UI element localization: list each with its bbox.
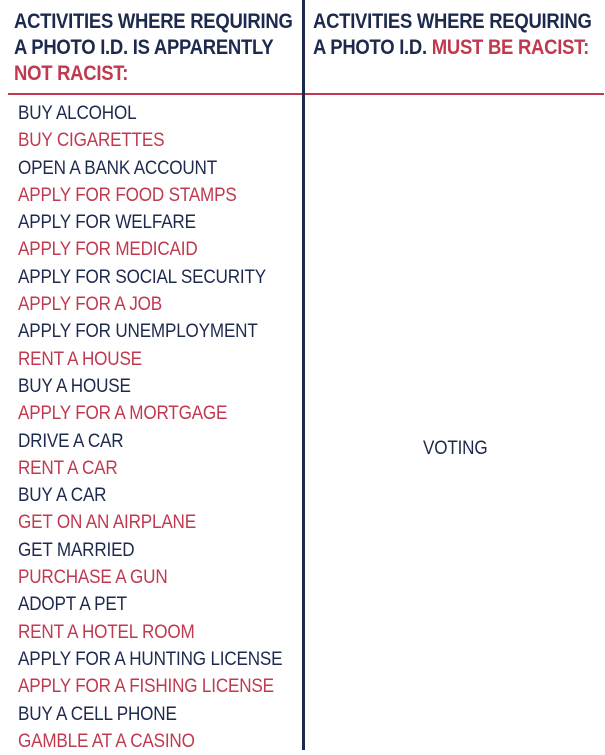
list-item: BUY CIGARETTES	[18, 130, 165, 152]
list-item: APPLY FOR WELFARE	[18, 212, 196, 234]
left-activity-list	[18, 100, 312, 755]
list-item: BUY A CELL PHONE	[18, 703, 177, 725]
list-item: OPEN A BANK ACCOUNT	[18, 157, 217, 179]
list-item: DRIVE A CAR	[18, 430, 124, 452]
list-item: APPLY FOR MEDICAID	[18, 239, 198, 261]
list-item: APPLY FOR A JOB	[18, 294, 162, 316]
list-item: BUY A HOUSE	[18, 375, 131, 397]
list-item: APPLY FOR UNEMPLOYMENT	[18, 321, 258, 343]
list-item: APPLY FOR A HUNTING LICENSE	[18, 648, 283, 670]
list-item: RENT A CAR	[18, 457, 118, 479]
left-heading-highlight: NOT RACIST:	[14, 62, 129, 85]
left-heading-line-1: ACTIVITIES WHERE REQUIRING	[14, 10, 293, 33]
list-item: RENT A HOTEL ROOM	[18, 621, 195, 643]
right-column-heading	[313, 9, 592, 61]
right-heading-line-1: ACTIVITIES WHERE REQUIRING	[313, 10, 592, 33]
list-item: PURCHASE A GUN	[18, 567, 168, 589]
list-item: GAMBLE AT A CASINO	[18, 730, 195, 752]
left-column-heading	[14, 9, 293, 87]
list-item: APPLY FOR FOOD STAMPS	[18, 184, 237, 206]
right-activity-voting: VOTING	[423, 438, 488, 459]
list-item: BUY ALCOHOL	[18, 103, 137, 124]
left-heading-line-2: A PHOTO I.D. IS APPARENTLY	[14, 36, 274, 59]
list-item: APPLY FOR A MORTGAGE	[18, 403, 228, 425]
right-heading-prefix: A PHOTO I.D.	[313, 36, 427, 59]
list-item: BUY A CAR	[18, 485, 107, 507]
list-item: APPLY FOR A FISHING LICENSE	[18, 676, 274, 698]
list-item: GET MARRIED	[18, 539, 135, 561]
list-item: RENT A HOUSE	[18, 348, 142, 370]
list-item: APPLY FOR SOCIAL SECURITY	[18, 266, 266, 288]
list-item: ADOPT A PET	[18, 594, 127, 616]
list-item: GET ON AN AIRPLANE	[18, 512, 196, 534]
header-divider	[8, 93, 604, 95]
right-heading-line-2	[313, 35, 592, 61]
right-heading-highlight: MUST BE RACIST:	[431, 36, 590, 59]
